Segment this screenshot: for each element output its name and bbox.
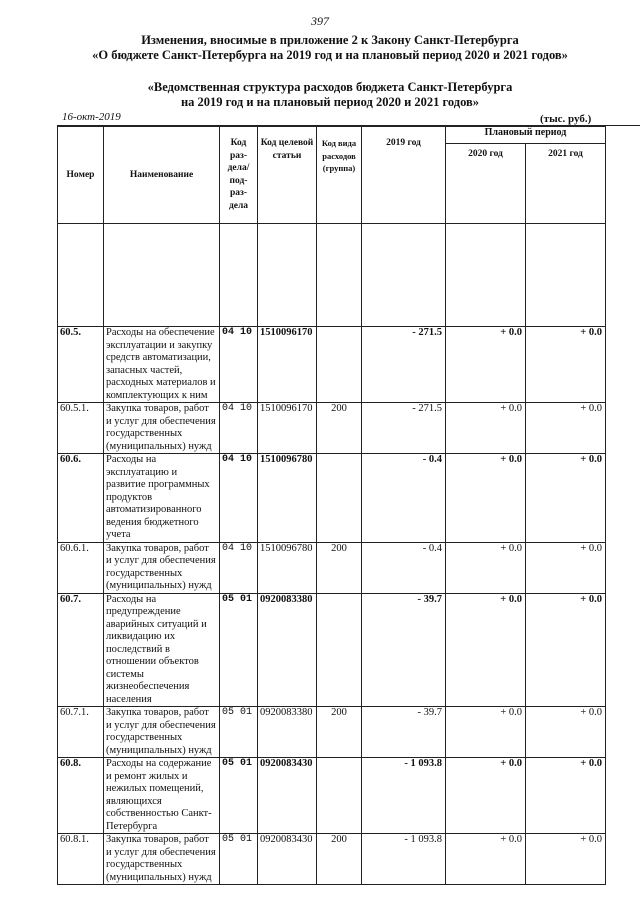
table-row: [58, 593, 606, 707]
spacer-row: [58, 224, 606, 327]
row-value-2019: - 39.7: [362, 593, 446, 707]
col-name-header: Наименование: [104, 127, 220, 224]
row-name: Закупка товаров, работ и услуг для обеспечения государственных (муниципальных) нужд: [104, 834, 220, 885]
row-section-code: 05 01: [220, 593, 258, 707]
row-number: 60.5.: [58, 327, 104, 403]
row-section-code: 04 10: [220, 403, 258, 454]
row-expense-type: [317, 454, 362, 543]
row-number: 60.6.1.: [58, 542, 104, 593]
row-name: Расходы на содержание и ремонт жилых и нежилых помещений, являющихся собственностью Санкт-Петербурга: [104, 758, 220, 834]
row-target-code: 1510096780: [258, 454, 317, 543]
row-expense-type: 200: [317, 834, 362, 885]
page-number: 397: [311, 14, 329, 28]
row-section-code: 05 01: [220, 758, 258, 834]
row-value-2020: + 0.0: [446, 542, 526, 593]
table-row: [58, 327, 606, 403]
row-value-2021: + 0.0: [526, 403, 606, 454]
row-number: 60.7.1.: [58, 707, 104, 758]
table-row: [58, 834, 606, 885]
row-expense-type: [317, 327, 362, 403]
row-number: 60.8.: [58, 758, 104, 834]
document-heading: [20, 33, 640, 63]
row-name: Расходы на обеспечение эксплуатации и закупку средств автоматизации, запасных частей, расходных материалов и комплектующих к ним: [104, 327, 220, 403]
row-value-2019: - 271.5: [362, 403, 446, 454]
row-value-2019: - 1 093.8: [362, 758, 446, 834]
row-target-code: 0920083430: [258, 758, 317, 834]
row-value-2021: + 0.0: [526, 327, 606, 403]
row-expense-type: [317, 758, 362, 834]
heading-line-1: Изменения, вносимые в приложение 2 к Закону Санкт-Петербурга: [141, 33, 519, 47]
row-expense-type: 200: [317, 542, 362, 593]
row-number: 60.5.1.: [58, 403, 104, 454]
table-row: [58, 758, 606, 834]
row-value-2020: + 0.0: [446, 327, 526, 403]
row-value-2021: + 0.0: [526, 707, 606, 758]
row-value-2021: + 0.0: [526, 454, 606, 543]
row-expense-type: [317, 593, 362, 707]
table-row: [58, 707, 606, 758]
row-value-2019: - 271.5: [362, 327, 446, 403]
heading-line-2: «О бюджете Санкт-Петербурга на 2019 год и на плановый период 2020 и 2021 годов»: [92, 48, 568, 62]
row-name: Закупка товаров, работ и услуг для обеспечения государственных (муниципальных) нужд: [104, 403, 220, 454]
row-target-code: 1510096170: [258, 327, 317, 403]
row-section-code: 04 10: [220, 542, 258, 593]
col-section-header: Код раз- дела/ под- раз- дела: [220, 127, 258, 224]
row-number: 60.6.: [58, 454, 104, 543]
header-row: [58, 127, 606, 144]
row-name: Расходы на предупреждение аварийных ситуаций и ликвидацию их последствий в отношении объектов системы жизнеобеспечения населения: [104, 593, 220, 707]
col-2020-header: 2020 год: [446, 144, 526, 224]
row-target-code: 0920083380: [258, 593, 317, 707]
row-section-code: 04 10: [220, 327, 258, 403]
row-target-code: 1510096170: [258, 403, 317, 454]
row-number: 60.7.: [58, 593, 104, 707]
row-section-code: 05 01: [220, 834, 258, 885]
row-target-code: 1510096780: [258, 542, 317, 593]
table-row: [58, 403, 606, 454]
row-value-2020: + 0.0: [446, 454, 526, 543]
row-value-2019: - 0.4: [362, 542, 446, 593]
row-value-2020: + 0.0: [446, 834, 526, 885]
row-value-2021: + 0.0: [526, 834, 606, 885]
row-expense-type: 200: [317, 403, 362, 454]
row-section-code: 04 10: [220, 454, 258, 543]
row-target-code: 0920083380: [258, 707, 317, 758]
row-number: 60.8.1.: [58, 834, 104, 885]
row-value-2021: + 0.0: [526, 758, 606, 834]
document-subheading: [20, 80, 640, 110]
row-value-2021: + 0.0: [526, 542, 606, 593]
row-section-code: 05 01: [220, 707, 258, 758]
units-label: (тыс. руб.): [540, 113, 592, 125]
subheading-line-2: на 2019 год и на плановый период 2020 и 2021 годов»: [180, 95, 480, 109]
row-name: Закупка товаров, работ и услуг для обеспечения государственных (муниципальных) нужд: [104, 542, 220, 593]
col-2021-header: 2021 год: [526, 144, 606, 224]
col-expense-type-header: Код вида расходов (группа): [317, 127, 362, 224]
col-number-header: Номер: [58, 127, 104, 224]
row-value-2021: + 0.0: [526, 593, 606, 707]
expense-table: [57, 126, 606, 885]
col-planned-header: Плановый период: [446, 127, 606, 144]
row-value-2020: + 0.0: [446, 707, 526, 758]
col-target-header: Код целевой статьи: [258, 127, 317, 224]
col-2019-header: 2019 год: [362, 127, 446, 224]
row-value-2020: + 0.0: [446, 758, 526, 834]
row-value-2019: - 1 093.8: [362, 834, 446, 885]
row-value-2019: - 39.7: [362, 707, 446, 758]
row-expense-type: 200: [317, 707, 362, 758]
row-value-2020: + 0.0: [446, 593, 526, 707]
table-row: [58, 454, 606, 543]
row-value-2020: + 0.0: [446, 403, 526, 454]
row-name: Расходы на эксплуатацию и развитие программных продуктов автоматизированного ведения бюджетного учета: [104, 454, 220, 543]
row-target-code: 0920083430: [258, 834, 317, 885]
document-date: 16-окт-2019: [62, 111, 121, 123]
subheading-line-1: «Ведомственная структура расходов бюджета Санкт-Петербурга: [147, 80, 513, 94]
table-row: [58, 542, 606, 593]
row-value-2019: - 0.4: [362, 454, 446, 543]
row-name: Закупка товаров, работ и услуг для обеспечения государственных (муниципальных) нужд: [104, 707, 220, 758]
